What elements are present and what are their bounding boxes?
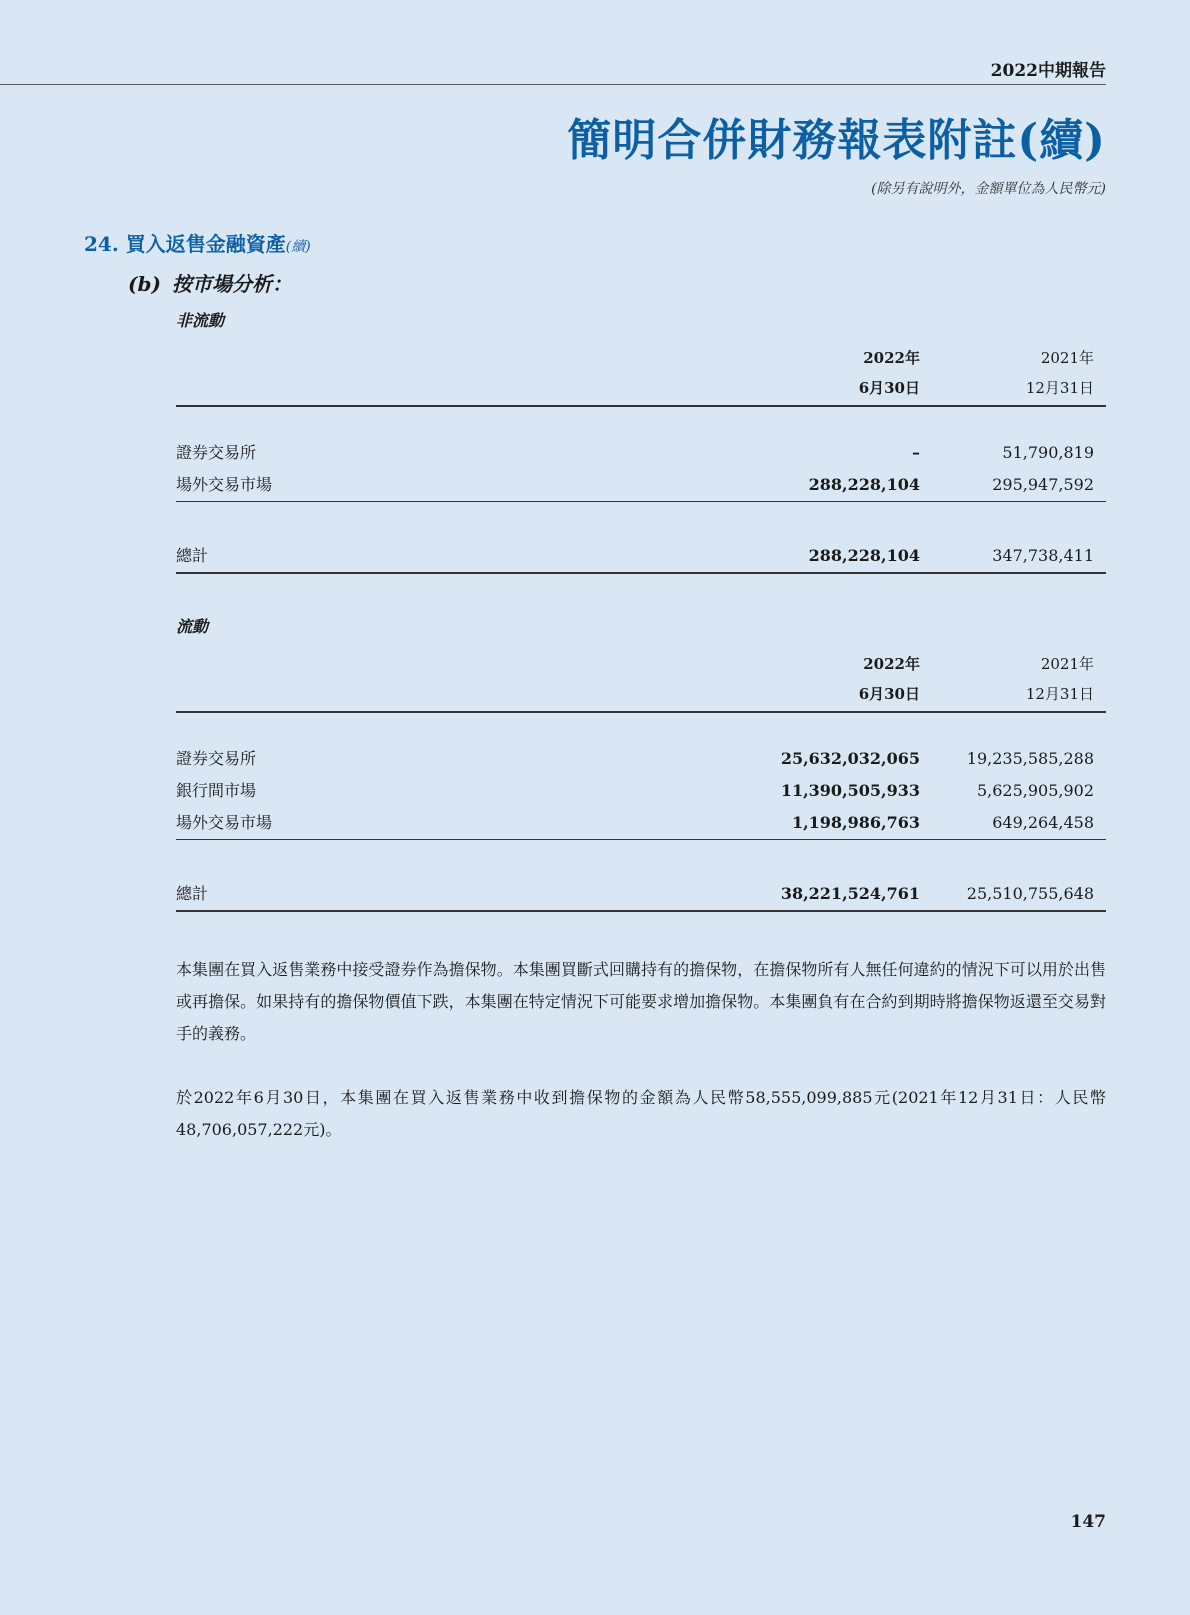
total-row [176, 540, 1106, 574]
subsection-label: (b) [128, 272, 161, 296]
row-label: 證券交易所 [176, 443, 257, 462]
current-table [176, 614, 1106, 912]
row-value-2022: 11,390,505,933 [780, 781, 920, 800]
col-2022-header [859, 649, 920, 709]
total-label: 總計 [176, 884, 209, 903]
row-value-2021: 649,264,458 [992, 813, 1094, 832]
row-value-2022: – [912, 443, 920, 462]
total-value-2021: 25,510,755,648 [966, 884, 1094, 903]
col-2021-year: 2021年 [1040, 349, 1094, 367]
col-2021-date: 12月31日 [1025, 685, 1094, 703]
col-2022-year: 2022年 [863, 655, 920, 673]
row-label: 銀行間市場 [176, 781, 257, 800]
col-2021-header [1026, 343, 1094, 403]
non-current-label: 非流動 [176, 311, 225, 330]
collateral-amount-paragraph: 於2022年6月30日，本集團在買入返售業務中收到擔保物的金額為人民幣58,555,099,885元(2021年12月31日：人民幣48,706,057,222元)。 [176, 1088, 1106, 1139]
table-rows [176, 437, 1106, 502]
currency-note: (除另有說明外，金額單位為人民幣元) [871, 181, 1106, 197]
total-value-2022: 288,228,104 [808, 546, 920, 565]
continued-note: (續) [285, 239, 311, 255]
column-headers [176, 649, 1106, 713]
section-title: 24. 買入返售金融資產 [84, 232, 286, 256]
col-2021-year: 2021年 [1040, 655, 1094, 673]
row-value-2022: 25,632,032,065 [780, 749, 920, 768]
table-rows [176, 743, 1106, 840]
row-value-2021: 19,235,585,288 [966, 749, 1094, 768]
row-label: 場外交易市場 [176, 813, 273, 832]
page-number: 147 [1070, 1512, 1106, 1532]
current-label: 流動 [176, 617, 209, 636]
col-2022-header [859, 343, 920, 403]
total-value-2022: 38,221,524,761 [780, 884, 920, 903]
row-value-2022: 288,228,104 [808, 475, 920, 494]
col-2021-date: 12月31日 [1025, 379, 1094, 397]
row-value-2021: 295,947,592 [992, 475, 1094, 494]
page-title: 簡明合併財務報表附註(續) [567, 115, 1106, 166]
total-label: 總計 [176, 546, 209, 565]
table-row [176, 775, 1106, 807]
table-row [176, 469, 1106, 502]
total-row [176, 878, 1106, 912]
column-headers [176, 343, 1106, 407]
table-row [176, 807, 1106, 840]
col-2022-date: 6月30日 [858, 685, 920, 703]
col-2021-header [1026, 649, 1094, 709]
report-title: 2022中期報告 [990, 61, 1106, 81]
row-value-2022: 1,198,986,763 [791, 813, 920, 832]
table-row [176, 437, 1106, 469]
row-value-2021: 5,625,905,902 [976, 781, 1094, 800]
row-value-2021: 51,790,819 [1002, 443, 1094, 462]
col-2022-year: 2022年 [863, 349, 920, 367]
subsection-title: 按市場分析： [172, 272, 292, 296]
total-value-2021: 347,738,411 [992, 546, 1094, 565]
row-label: 證券交易所 [176, 749, 257, 768]
section-heading [84, 228, 311, 257]
subsection-heading [128, 268, 292, 297]
non-current-table [176, 308, 1106, 574]
header-divider [0, 84, 1106, 85]
table-row [176, 743, 1106, 775]
row-label: 場外交易市場 [176, 475, 273, 494]
collateral-paragraph: 本集團在買入返售業務中接受證券作為擔保物。本集團買斷式回購持有的擔保物，在擔保物所有人無任何違約的情況下可以用於出售或再擔保。如果持有的擔保物價值下跌，本集團在特定情況下可能要求增加擔保物。本集團負有在合約到期時將擔保物返還至交易對手的義務。 [176, 960, 1106, 1043]
col-2022-date: 6月30日 [858, 379, 920, 397]
